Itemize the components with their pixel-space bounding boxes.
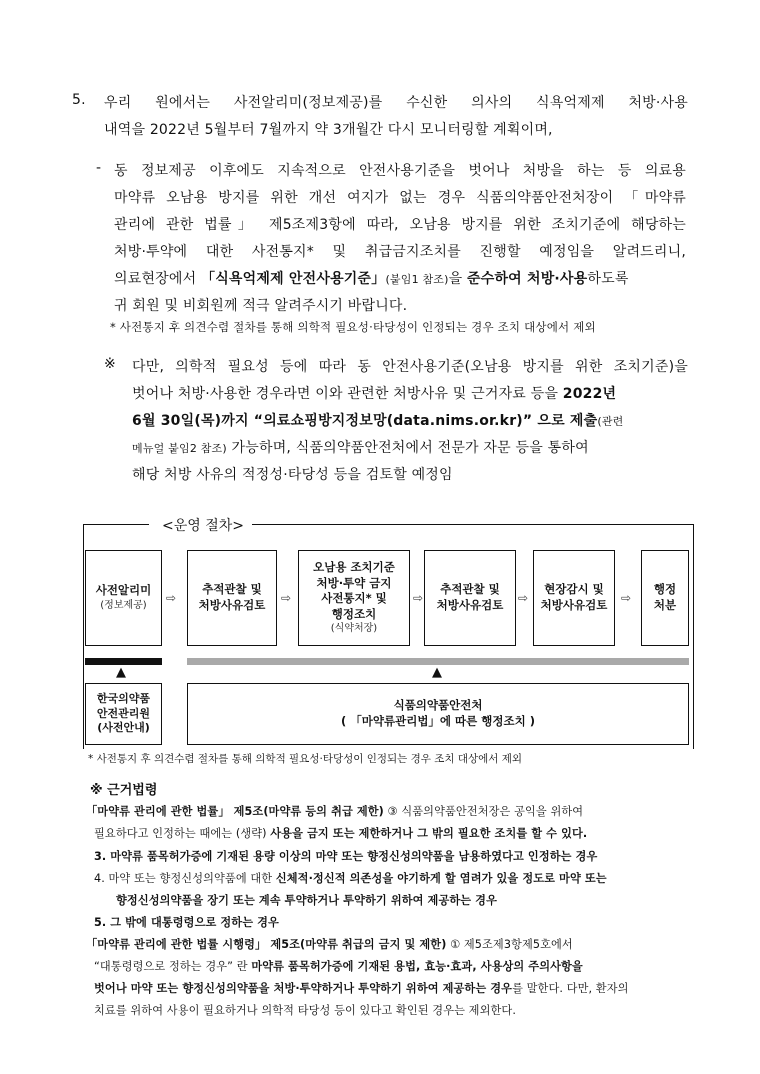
law-b-bold: 벗어나 마약 또는 향정신성의약품을 처방·투약하거나 투약하기 위하여 제공하는 경우 — [94, 982, 513, 995]
remark-line1: 다만, 의학적 필요성 등에 따라 동 안전사용기준(오남용 방지를 위한 조치기준)을 — [132, 359, 688, 375]
up-triangle-icon: ▲ — [116, 665, 126, 680]
timeline-bar-kids — [85, 658, 162, 665]
arrow-right-icon: ⇨ — [621, 591, 632, 605]
arrow-right-icon: ⇨ — [413, 591, 424, 605]
frame-right — [693, 524, 694, 749]
deadline-year: 2022년 — [562, 386, 617, 402]
dash-line5-end: 하도록 — [587, 271, 629, 287]
frame-top-left — [83, 524, 149, 525]
law-b-text: “대통령령으로 정하는 경우” 란 — [94, 960, 252, 973]
para5-line2: 내역을 2022년 5월부터 7월까지 약 3개월간 다시 모니터링할 계획이며, — [104, 122, 553, 138]
law-heading: ※ 근거법령 — [90, 783, 158, 798]
related-ref: (관련 — [597, 415, 624, 428]
law-a-item4-bold: 신체적·정신적 의존성을 야기하게 할 염려가 있을 정도로 마약 또는 — [275, 872, 607, 885]
step-box-title: 추적관찰 및 처방사유검토 — [198, 582, 266, 612]
step-box-followup-2 — [424, 550, 516, 646]
step-box-followup-1 — [187, 550, 277, 646]
remark-line2 — [132, 383, 616, 403]
step-box-sub: (정보제공) — [100, 600, 147, 611]
step-box-title: 오남용 조치기준 처방·투약 금지 사전통지* 및 행정조치 — [313, 560, 395, 621]
dash-line3: 관리에 관한 법률」 제5조제3항에 따라, 오남용 방지를 위한 조치기준에 해당하는 — [114, 217, 686, 233]
law-a-line1 — [86, 803, 583, 819]
remark-line4-text: 가능하며, 식품의약품안전처에서 전문가 자문 등을 통하여 — [226, 440, 589, 456]
dash-marker: - — [96, 160, 102, 176]
remark-marker: ※ — [104, 356, 116, 372]
step-box-sanction — [641, 550, 689, 646]
law-a-bold: 사용을 금지 또는 제한하거나 그 밖의 필요한 조치를 할 수 있다. — [270, 827, 588, 840]
diagram-footnote: * 사전통지 후 의견수렴 절차를 통해 의학적 필요성·타당성이 인정되는 경우 조치 대상에서 제외 — [88, 753, 523, 765]
manual-ref: 메뉴얼 붙임2 참조) — [132, 442, 227, 455]
remark-line4 — [132, 437, 589, 457]
footnote-1: * 사전통지 후 의견수렴 절차를 통해 의학적 필요성·타당성이 인정되는 경우 조치 대상에서 제외 — [110, 320, 596, 334]
dash-line1: 동 정보제공 이후에도 지속적으로 안전사용기준을 벗어나 처방을 하는 등 의료용 — [114, 163, 686, 179]
safety-standard-title: 「식욕억제제 안전사용기준」 — [201, 271, 386, 287]
attachment1-ref: (붙임1 참조) — [385, 273, 449, 286]
dash-line6: 귀 회원 및 비회원께 적극 알려주시기 바랍니다. — [114, 298, 408, 314]
law-a-item5: 5. 그 밖에 대통령령으로 정하는 경우 — [94, 916, 279, 929]
law-a-line2 — [94, 825, 587, 841]
deadline-submit: 6월 30일(목)까지 “의료쇼핑방지정보망(data.nims.or.kr)” 으로 제출 — [132, 413, 598, 429]
dash-line5-text: 의료현장에서 — [114, 271, 201, 287]
step-box-title: 현장감시 및 처방사유검토 — [540, 582, 608, 612]
law-a-item4-cont: 향정신성의약품을 장기 또는 계속 투약하거나 투약하기 위하여 제공하는 경우 — [116, 894, 497, 907]
law-b-line2 — [94, 958, 583, 974]
frame-left — [83, 524, 84, 749]
step-box-admin-action — [298, 550, 410, 646]
agency-box-mfds — [187, 683, 689, 745]
agency-mfds-title: 식품의약품안전처 — [393, 698, 483, 713]
law-b-line4: 치료를 위하여 사용이 필요하거나 의학적 타당성 등이 있다고 확인된 경우는 제외한다. — [94, 1004, 516, 1017]
step-box-title: 추적관찰 및 처방사유검토 — [436, 582, 504, 612]
law-b-line3 — [94, 980, 629, 996]
law-b-bold: 마약류 품목허가증에 기재된 용법, 효능·효과, 사용상의 주의사항을 — [251, 960, 583, 973]
law-a-text: ③ 식품의약품안전처장은 공익을 위하여 — [383, 805, 584, 818]
diagram-title: <운영 절차> — [162, 518, 245, 534]
timeline-bar-mfds — [187, 658, 689, 665]
agency-mfds-sub: ( 「마약류관리법」에 따른 행정조치 ) — [341, 714, 535, 728]
step-box-prenotice — [85, 550, 162, 646]
step-box-title: 행정 처분 — [653, 582, 677, 612]
arrow-right-icon: ⇨ — [281, 591, 292, 605]
law-a-title: 「마약류 관리에 관한 법률」 제5조(마약류 등의 취급 제한) — [86, 805, 384, 818]
law-a-text: 필요하다고 인정하는 때에는 (생략) — [94, 827, 271, 840]
step-box-sub: (식약처장) — [330, 623, 378, 635]
remark-line3 — [132, 410, 624, 430]
dash-line4: 처방·투약에 대한 사전통지* 및 취급금지조치를 진행할 예정임을 알려드리니, — [114, 244, 686, 260]
law-b-text: ① 제5조제3항제5호에서 — [446, 938, 573, 951]
frame-top-right — [252, 524, 693, 525]
step-box-title: 사전알리미 — [95, 583, 152, 598]
arrow-right-icon: ⇨ — [166, 591, 177, 605]
para5-number: 5. — [72, 92, 86, 108]
step-box-inspection — [533, 550, 615, 646]
dash-line5 — [114, 268, 629, 288]
comply-phrase: 준수하여 처방·사용 — [467, 271, 588, 287]
law-b-title: 「마약류 관리에 관한 법률 시행령」 제5조(마약류 취급의 금지 및 제한) — [86, 938, 447, 951]
law-b-line1 — [86, 936, 573, 952]
arrow-right-icon: ⇨ — [518, 591, 529, 605]
remark-line2-text: 벗어나 처방·사용한 경우라면 이와 관련한 처방사유 및 근거자료 등을 — [132, 386, 563, 402]
agency-kids-label: 한국의약품 안전관리원 (사전안내) — [96, 691, 151, 735]
agency-box-kids — [85, 683, 162, 745]
law-a-item3: 3. 마약류 품목허가증에 기재된 용량 이상의 마약 또는 향정신성의약품을 남용하였다고 인정하는 경우 — [94, 850, 598, 863]
law-b-text: 를 말한다. 다만, 환자의 — [512, 982, 629, 995]
dash-line2: 마약류 오남용 방지를 위한 개선 여지가 없는 경우 식품의약품안전처장이 「마약류 — [114, 190, 686, 206]
law-a-item4 — [94, 870, 607, 886]
law-a-item4-text: 4. 마약 또는 향정신성의약품에 대한 — [94, 872, 276, 885]
up-triangle-icon: ▲ — [432, 665, 442, 680]
remark-line5: 해당 처방 사유의 적정성·타당성 등을 검토할 예정임 — [132, 467, 453, 483]
dash-line5-particle: 을 — [448, 271, 467, 287]
para5-line1: 우리 원에서는 사전알리미(정보제공)를 수신한 의사의 식욕억제제 처방·사용 — [104, 95, 688, 111]
